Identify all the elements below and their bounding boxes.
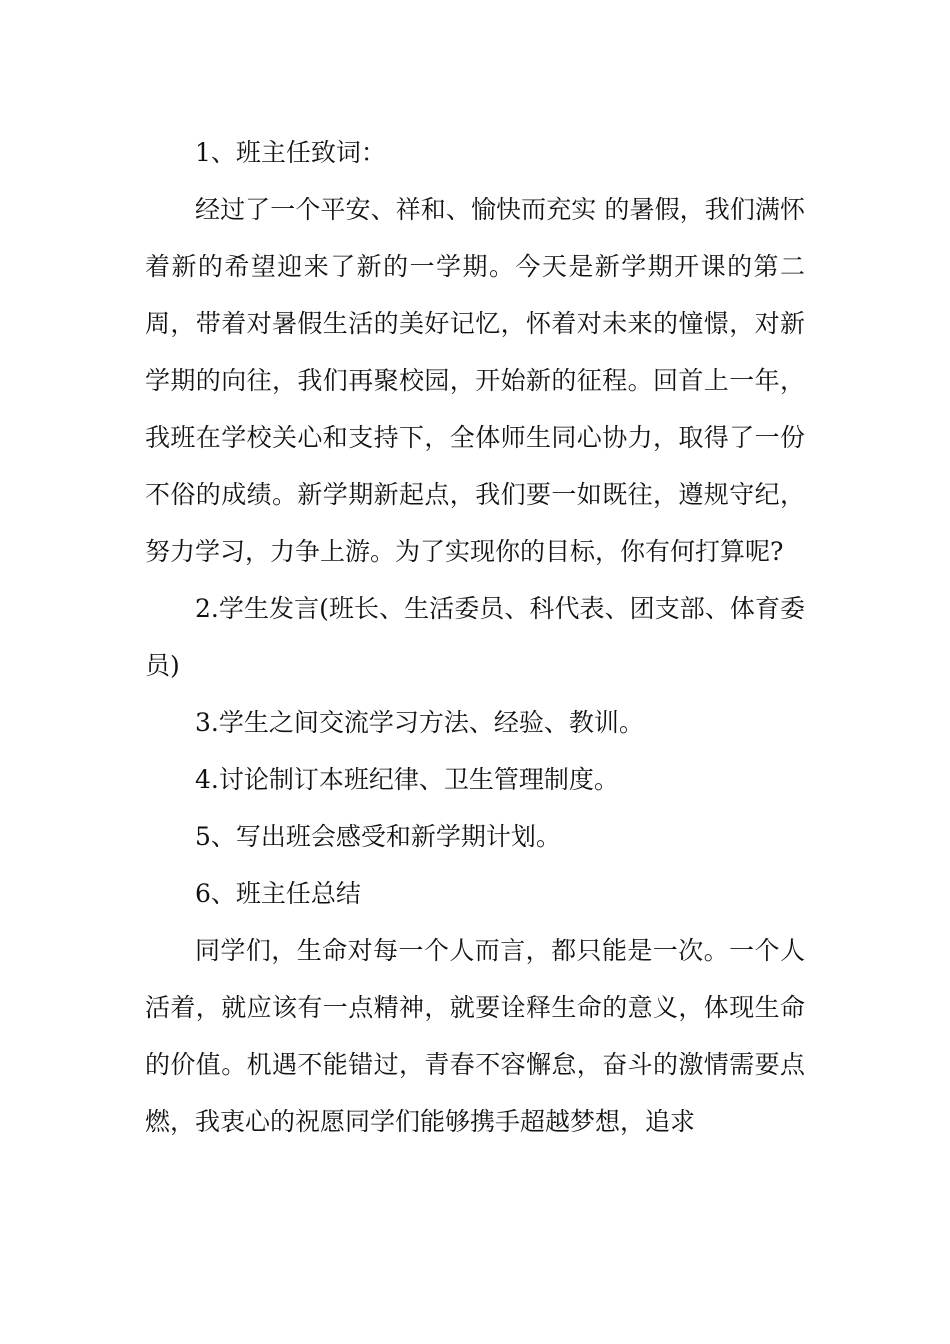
heading-teacher-summary: 6、班主任总结: [195, 879, 361, 908]
item-exchange-methods: 3.学生之间交流学习方法、经验、教训。: [195, 708, 644, 737]
document-body: [145, 124, 805, 1150]
heading-teacher-speech: 1、班主任致词：: [195, 138, 386, 167]
paragraph-teacher-speech: 经过了一个平安、祥和、愉快而充实 的暑假，我们满怀着新的希望迎来了新的一学期。今天是新学期开课的第二周，带着对暑假生活的美好记忆，怀着对未来的憧憬，对新学期的向往，我们再聚校园，开始新的征程。回首上一年，我班在学校关心和支持下，全体师生同心协力，取得了一份不俗的成绩。新学期新起点，我们要一如既往，遵规守纪，努力学习，力争上游。为了实现你的目标，你有何打算呢?: [145, 195, 805, 566]
item-write-plan: 5、写出班会感受和新学期计划。: [195, 822, 561, 851]
item-student-speeches: 2.学生发言(班长、生活委员、科代表、团支部、体育委员): [145, 594, 805, 680]
item-discuss-rules: 4.讨论制订本班纪律、卫生管理制度。: [195, 765, 619, 794]
paragraph-teacher-summary: 同学们，生命对每一个人而言，都只能是一次。一个人活着，就应该有一点精神，就要诠释生命的意义，体现生命的价值。机遇不能错过，青春不容懈怠，奋斗的激情需要点燃，我衷心的祝愿同学们能够携手超越梦想，追求: [145, 936, 805, 1136]
